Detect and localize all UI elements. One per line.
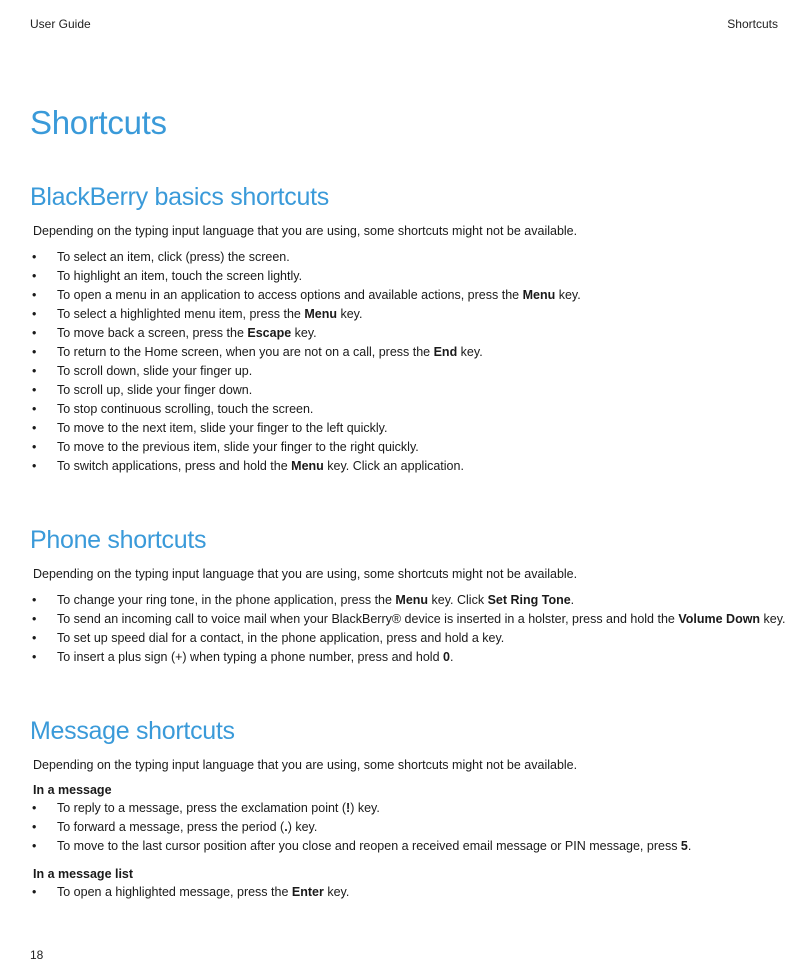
- key-name: 5: [680, 839, 688, 853]
- list-item: [30, 362, 778, 381]
- list-item: [30, 381, 778, 400]
- item-text: key.: [457, 345, 483, 359]
- key-name: Enter: [291, 885, 324, 899]
- bullet-glyph: •: [32, 440, 37, 454]
- bullet-glyph: •: [32, 650, 37, 664]
- bullet-glyph: •: [32, 345, 37, 359]
- bullet-glyph: •: [32, 326, 37, 340]
- bullet-glyph: •: [32, 885, 37, 899]
- section-intro: Depending on the typing input language that you are using, some shortcuts might not be available.: [33, 224, 578, 238]
- bullet-list: [30, 883, 778, 902]
- bullet-glyph: •: [32, 593, 37, 607]
- item-text: key.: [323, 885, 350, 899]
- key-name: !: [346, 801, 351, 815]
- bullet-glyph: •: [32, 839, 37, 853]
- key-name: .: [284, 820, 288, 834]
- list-item: [30, 799, 778, 818]
- bullet-glyph: •: [32, 288, 37, 302]
- bullet-glyph: •: [32, 364, 37, 378]
- section-intro: Depending on the typing input language that you are using, some shortcuts might not be available.: [33, 567, 578, 581]
- list-item: [30, 648, 778, 667]
- bullet-glyph: •: [32, 421, 37, 435]
- bullet-list: [30, 248, 778, 476]
- item-text: To move back a screen, press the: [57, 326, 248, 340]
- list-item: [30, 343, 778, 362]
- item-text: To insert a plus sign (+) when typing a phone number, press and hold: [57, 650, 443, 664]
- list-item: [30, 324, 778, 343]
- item-text: key. Click an application.: [323, 459, 464, 473]
- item-text: ) key.: [350, 801, 380, 815]
- key-name: Set Ring Tone: [487, 593, 571, 607]
- bullet-glyph: •: [32, 250, 37, 264]
- item-text: To send an incoming call to voice mail when your BlackBerry® device is inserted in a holster, press and hold the: [57, 612, 679, 626]
- item-text: To select an item, click (press) the screen.: [57, 250, 290, 264]
- key-name: Menu: [291, 459, 324, 473]
- item-text: To forward a message, press the period (: [57, 820, 285, 834]
- item-text: key.: [337, 307, 363, 321]
- item-text: To move to the next item, slide your finger to the left quickly.: [57, 421, 388, 435]
- section-message: [30, 714, 778, 902]
- item-text: To switch applications, press and hold the: [57, 459, 292, 473]
- item-text: key. Click: [428, 593, 488, 607]
- list-item: [30, 818, 778, 837]
- item-text: key.: [760, 612, 786, 626]
- list-item: [30, 629, 778, 648]
- list-item: [30, 610, 786, 629]
- bullet-glyph: •: [32, 307, 37, 321]
- bullet-glyph: •: [32, 383, 37, 397]
- section-heading: Phone shortcuts: [30, 526, 207, 554]
- item-text: ) key.: [287, 820, 318, 834]
- item-text: To open a menu in an application to access options and available actions, press the: [57, 288, 523, 302]
- list-item: [30, 305, 778, 324]
- key-name: Menu: [522, 288, 556, 302]
- list-item: [30, 591, 778, 610]
- bullet-glyph: •: [32, 820, 37, 834]
- subheading-in-message-list: In a message list: [33, 867, 134, 881]
- item-text: To stop continuous scrolling, touch the screen.: [57, 402, 314, 416]
- item-text: To highlight an item, touch the screen lightly.: [57, 269, 303, 283]
- list-item: [30, 267, 778, 286]
- bullet-list: [30, 591, 786, 667]
- list-item: [30, 837, 778, 856]
- item-text: To scroll up, slide your finger down.: [57, 383, 253, 397]
- bullet-glyph: •: [32, 631, 37, 645]
- key-name: Menu: [395, 593, 429, 607]
- section-heading: BlackBerry basics shortcuts: [30, 183, 329, 211]
- item-text: key.: [555, 288, 581, 302]
- item-text: To reply to a message, press the exclamation point (: [57, 801, 347, 815]
- item-text: To move to the last cursor position after you close and reopen a received email message or PIN message, press: [57, 839, 681, 853]
- bullet-glyph: •: [32, 402, 37, 416]
- bullet-glyph: •: [32, 612, 37, 626]
- item-text: .: [687, 839, 692, 853]
- bullet-glyph: •: [32, 269, 37, 283]
- bullet-glyph: •: [32, 801, 37, 815]
- section-phone: [30, 523, 786, 667]
- list-item: [30, 438, 778, 457]
- list-item: [30, 883, 778, 902]
- item-text: To set up speed dial for a contact, in the phone application, press and hold a key.: [57, 631, 505, 645]
- key-name: End: [433, 345, 458, 359]
- list-item: [30, 457, 778, 476]
- list-item: [30, 419, 778, 438]
- section-intro: Depending on the typing input language that you are using, some shortcuts might not be available.: [33, 758, 578, 772]
- key-name: Volume Down: [678, 612, 761, 626]
- bullet-glyph: •: [32, 459, 37, 473]
- subheading-in-message: In a message: [33, 783, 112, 797]
- item-text: To scroll down, slide your finger up.: [57, 364, 253, 378]
- key-name: 0: [443, 650, 450, 664]
- key-name: Escape: [247, 326, 292, 340]
- item-text: To return to the Home screen, when you are not on a call, press the: [57, 345, 434, 359]
- item-text: To open a highlighted message, press the: [57, 885, 292, 899]
- item-text: .: [570, 593, 575, 607]
- item-text: To change your ring tone, in the phone application, press the: [57, 593, 396, 607]
- bullet-list: [30, 799, 778, 856]
- item-text: To select a highlighted menu item, press the: [57, 307, 305, 321]
- section-basics: [30, 180, 778, 476]
- page-title: Shortcuts: [30, 104, 167, 141]
- header-right: Shortcuts: [727, 17, 778, 31]
- item-text: key.: [291, 326, 317, 340]
- item-text: To move to the previous item, slide your finger to the right quickly.: [57, 440, 419, 454]
- key-name: Menu: [304, 307, 337, 321]
- header-left: User Guide: [30, 17, 91, 31]
- section-heading: Message shortcuts: [30, 717, 235, 745]
- item-text: .: [449, 650, 454, 664]
- list-item: [30, 248, 778, 267]
- page-number: 18: [30, 948, 44, 962]
- list-item: [30, 286, 778, 305]
- list-item: [30, 400, 778, 419]
